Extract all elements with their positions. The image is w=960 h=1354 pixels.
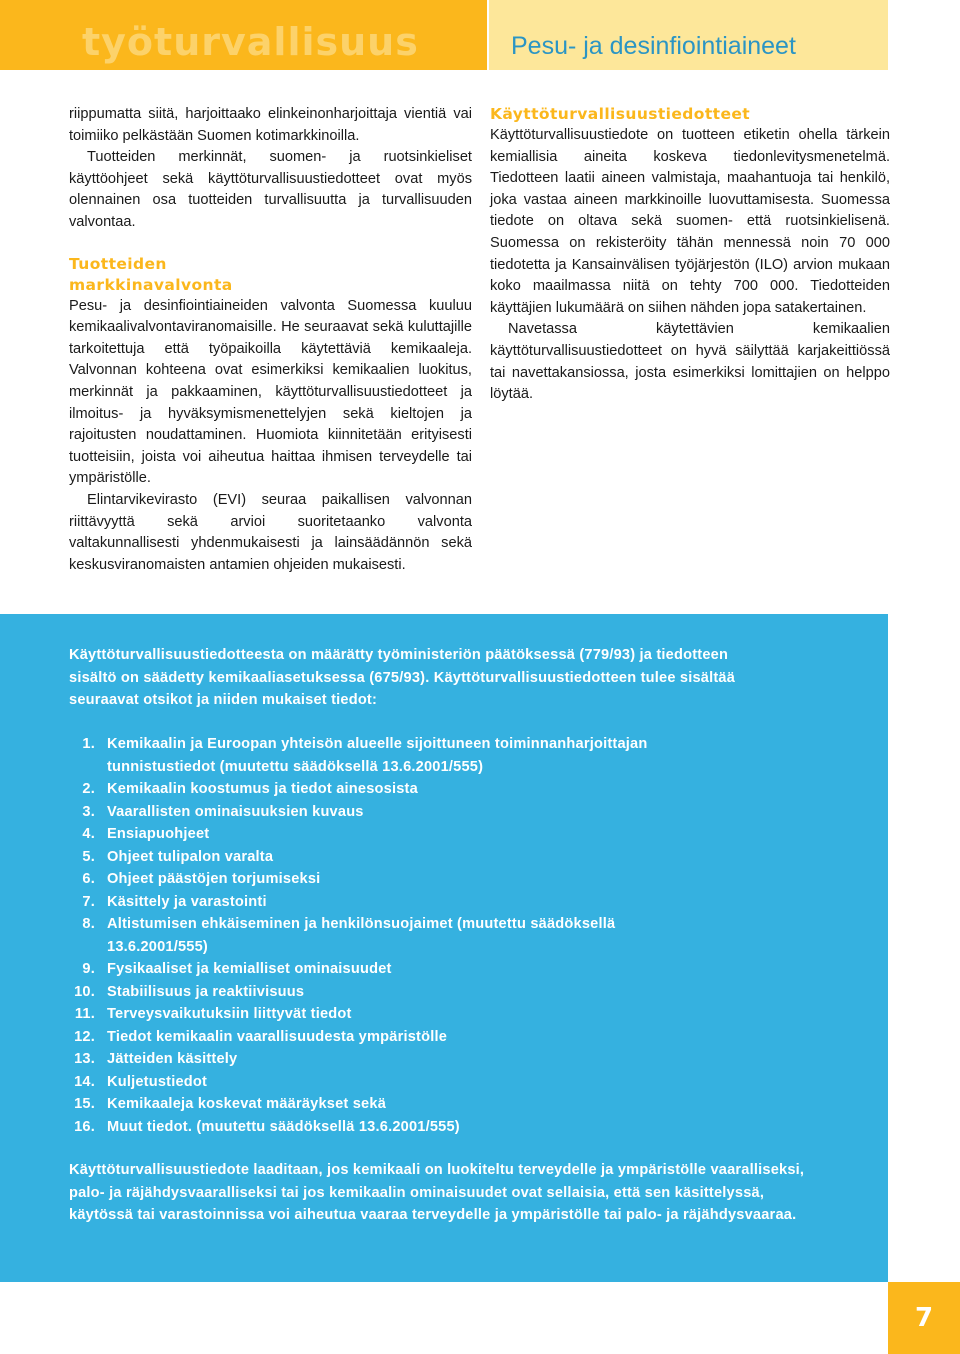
list-item-number: 4. bbox=[82, 826, 95, 842]
list-item-number: 11. bbox=[74, 1006, 95, 1022]
list-item-number: 1. bbox=[82, 736, 95, 752]
list-item-number: 7. bbox=[82, 893, 95, 910]
list-item-number: 3. bbox=[82, 803, 95, 820]
list-item-number: 14. bbox=[74, 1073, 95, 1090]
left-paragraph-4: Elintarvikevirasto (EVI) seuraa paikallisen valvonnan riittävyyttä sekä arvioi suoritetaanko valvonta valtakunnallisesti yhdenmukaisesti ja lainsäädännön sekä keskusviranomaisten antamien ohjeiden mukaisesti. bbox=[69, 491, 472, 573]
list-item-number: 13. bbox=[74, 1051, 95, 1067]
list-item bbox=[69, 778, 689, 801]
list-item-number: 8. bbox=[82, 916, 95, 932]
list-item-number: 10. bbox=[74, 983, 95, 1000]
list-item-text: Jätteiden käsittely bbox=[107, 1051, 238, 1067]
right-paragraph-2: Navetassa käytettävien kemikaalien käyttöturvallisuustiedotteet on hyvä säilyttää karjakeittiössä tai navettakansiossa, josta esimerkiksi lomittajien on helppo löytää. bbox=[490, 321, 890, 403]
list-item bbox=[69, 1026, 689, 1049]
list-item-text: Kuljetustiedot bbox=[107, 1073, 208, 1090]
list-item-text: Vaarallisten ominaisuuksien kuvaus bbox=[107, 803, 364, 820]
list-item-text: Terveysvaikutuksiin liittyvät tiedot bbox=[107, 1006, 352, 1022]
info-box bbox=[0, 614, 888, 1282]
list-item-text: Altistumisen ehkäiseminen ja henkilönsuojaimet (muutettu säädöksellä 13.6.2001/555) bbox=[107, 916, 616, 955]
list-item bbox=[69, 891, 689, 914]
list-item-text: Stabiilisuus ja reaktiivisuus bbox=[107, 983, 305, 1000]
list-item bbox=[69, 958, 689, 981]
list-item-text: Tiedot kemikaalin vaarallisuudesta ympäristölle bbox=[107, 1028, 448, 1045]
list-item bbox=[69, 846, 689, 869]
list-item-text: Ensiapuohjeet bbox=[107, 826, 210, 842]
list-item-number: 6. bbox=[82, 871, 95, 887]
info-box-intro: Käyttöturvallisuustiedotteesta on määrätty työministeriön päätöksessä (779/93) ja tiedotteen sisältö on säädetty kemikaaliasetuksessa (675/93). Käyttöturvallisuustiedotteen tulee sisältää seuraavat otsikot ja niiden mukaiset tiedot: bbox=[69, 647, 736, 708]
list-item-text: Kemikaaleja koskevat määräykset sekä bbox=[107, 1096, 387, 1112]
header-brand: työturvallisuus bbox=[82, 20, 419, 64]
info-box-outro: Käyttöturvallisuustiedote laaditaan, jos kemikaali on luokiteltu terveydelle ja ympäristölle vaaralliseksi, palo- ja räjähdysvaaralliseksi tai jos kemikaalin ominaisuudet ovat sellaisia, että sen käsittelyssä, käytössä tai varastoinnissa voi aiheutua vaaraa terveydelle ja ympäristölle tai palo- ja räjähdysvaaraa. bbox=[69, 1162, 805, 1223]
page-number-box bbox=[888, 1282, 960, 1354]
list-item bbox=[69, 913, 689, 958]
list-item-text: Fysikaaliset ja kemialliset ominaisuudet bbox=[107, 961, 392, 977]
section-heading-line-1: Tuotteiden bbox=[69, 254, 167, 273]
page-title: Pesu- ja desinfiointiaineet bbox=[511, 32, 796, 60]
page-number: 7 bbox=[914, 1303, 934, 1333]
required-headings-list bbox=[69, 733, 689, 1138]
section-heading-market-surveillance bbox=[69, 254, 472, 296]
list-item bbox=[69, 733, 689, 778]
list-item bbox=[69, 801, 689, 824]
section-heading-safety-data-sheets: Käyttöturvallisuustiedotteet bbox=[490, 105, 751, 123]
list-item-number: 15. bbox=[74, 1096, 95, 1112]
list-item-text: Ohjeet päästöjen torjumiseksi bbox=[107, 871, 321, 887]
left-paragraph-3: Pesu- ja desinfiointiaineiden valvonta Suomessa kuuluu kemikaalivalvontaviranomaisille. He seuraavat sekä kuluttajille tarkoitettuja että työpaikoilla käytettäviä kemikaaleja. Valvonnan kohteena ovat esimerkiksi kemikaalien luokitus, merkinnät ja pakkaaminen, käyttöturvallisuustiedotteet ja ilmoitus- ja hyväksymismenettelyjen sekä kieltojen ja rajoitusten noudattaminen. Huomiota kiinnitetään erityisesti tuotteisiin, joista voi aiheutua haittaa ihmisen terveydelle tai ympäristölle. bbox=[69, 297, 472, 487]
list-item bbox=[69, 1116, 689, 1139]
list-item bbox=[69, 1048, 689, 1071]
right-column bbox=[490, 104, 890, 406]
list-item-text: Muut tiedot. (muutettu säädöksellä 13.6.2001/555) bbox=[107, 1118, 460, 1135]
list-item bbox=[69, 1003, 689, 1026]
list-item bbox=[69, 1093, 689, 1116]
list-item bbox=[69, 823, 689, 846]
list-item-number: 9. bbox=[82, 961, 95, 977]
list-item-text: Kemikaalin koostumus ja tiedot ainesosista bbox=[107, 781, 418, 797]
list-item-number: 16. bbox=[74, 1118, 95, 1135]
list-item-text: Käsittely ja varastointi bbox=[107, 893, 267, 910]
list-item-text: Kemikaalin ja Euroopan yhteisön alueelle sijoittuneen toiminnanharjoittajan tunnistustiedot (muutettu säädöksellä 13.6.2001/555) bbox=[107, 736, 648, 775]
list-item bbox=[69, 868, 689, 891]
left-paragraph-1: riippumatta siitä, harjoittaako elinkeinonharjoittaja vientiä vai toimiiko pelkästään Suomen kotimarkkinoilla. bbox=[69, 106, 472, 144]
left-paragraph-2: Tuotteiden merkinnät, suomen- ja ruotsinkieliset käyttöohjeet sekä käyttöturvallisuustiedotteet ovat myös olennainen osa tuotteiden turvallisuutta ja turvallisuuden valvontaa. bbox=[69, 149, 472, 230]
list-item bbox=[69, 981, 689, 1004]
list-item-text: Ohjeet tulipalon varalta bbox=[107, 848, 274, 865]
list-item bbox=[69, 1071, 689, 1094]
section-heading-line-2: markkinavalvonta bbox=[69, 275, 233, 294]
list-item-number: 5. bbox=[82, 848, 95, 865]
left-column bbox=[69, 104, 472, 576]
list-item-number: 2. bbox=[82, 781, 95, 797]
list-item-number: 12. bbox=[74, 1028, 95, 1045]
right-paragraph-1: Käyttöturvallisuustiedote on tuotteen etiketin ohella tärkein kemiallisia aineita koskeva tiedonlevitysmenetelmä. Tiedotteen laatii aineen valmistaja, maahantuoja tai henkilö, joka vastaa aineen markkinoille luovuttamisesta. Suomessa tiedote on oltava sekä suomen- että ruotsinkielisenä. Suomessa on rekisteröity tähän mennessä noin 70 000 tiedotetta ja Kansainvälisen työjärjestön (ILO) arvion mukaan koko maailmassa niitä on tehty 700 000. Tiedotteiden käyttäjien lukumäärä on siihen nähden jopa satakertainen. bbox=[490, 127, 890, 316]
